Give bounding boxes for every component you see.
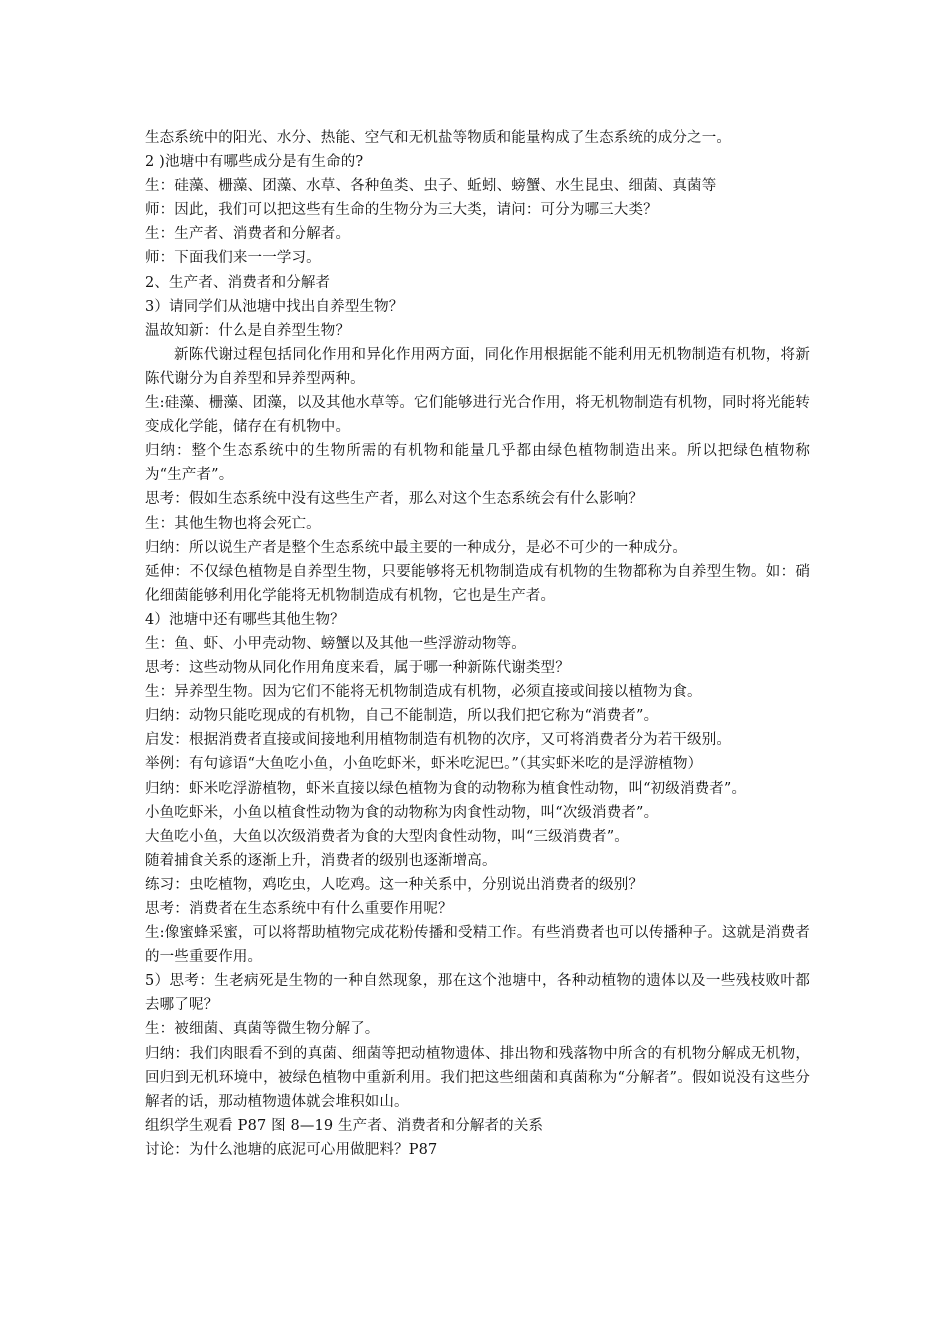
paragraph: 生:硅藻、栅藻、团藻，以及其他水草等。它们能够进行光合作用，将无机物制造有机物，同时将光能转变成化学能，储存在有机物中。: [145, 395, 810, 436]
document-body: [145, 126, 810, 1162]
paragraph: 延伸：不仅绿色植物是自养型生物，只要能够将无机物制造成有机物的生物都称为自养型生物。如：硝化细菌能够利用化学能将无机物制造成有机物，它也是生产者。: [145, 563, 810, 604]
paragraph: 归纳：虾米吃浮游植物，虾米直接以绿色植物为食的动物称为植食性动物，叫“初级消费者”。: [145, 780, 747, 797]
paragraph: 大鱼吃小鱼，大鱼以次级消费者为食的大型肉食性动物，叫“三级消费者”。: [145, 828, 629, 845]
paragraph: 小鱼吃虾米，小鱼以植食性动物为食的动物称为肉食性动物，叫“次级消费者”。: [145, 804, 659, 821]
paragraph: 生：异养型生物。因为它们不能将无机物制造成有机物，必须直接或间接以植物为食。: [145, 684, 702, 701]
paragraph: 生：被细菌、真菌等微生物分解了。: [145, 1021, 380, 1038]
paragraph: 随着捕食关系的逐渐上升，消费者的级别也逐渐增高。: [145, 852, 497, 869]
paragraph: 生：其他生物也将会死亡。: [145, 515, 321, 532]
paragraph: 练习：虫吃植物，鸡吃虫，人吃鸡。这一种关系中，分别说出消费者的级别？: [145, 876, 644, 893]
paragraph: 4）池塘中还有哪些其他生物？: [145, 611, 345, 628]
paragraph: 5）思考：生老病死是生物的一种自然现象，那在这个池塘中，各种动植物的遗体以及一些残枝败叶都去哪了呢？: [145, 973, 810, 1014]
paragraph: 思考：这些动物从同化作用角度来看，属于哪一种新陈代谢类型？: [145, 660, 570, 677]
paragraph: 生:像蜜蜂采蜜，可以将帮助植物完成花粉传播和受精工作。有些消费者也可以传播种子。这就是消费者的一些重要作用。: [145, 925, 810, 966]
paragraph: 温故知新：什么是自养型生物？: [145, 322, 351, 339]
paragraph: 师：下面我们来一一学习。: [145, 250, 321, 267]
paragraph: 归纳：所以说生产者是整个生态系统中最主要的一种成分，是必不可少的一种成分。: [145, 539, 688, 556]
paragraph: 生：硅藻、栅藻、团藻、水草、各种鱼类、虫子、蚯蚓、螃蟹、水生昆虫、细菌、真菌等: [145, 178, 717, 195]
paragraph: 归纳：整个生态系统中的生物所需的有机物和能量几乎都由绿色植物制造出来。所以把绿色植物称为“生产者”。: [145, 443, 810, 484]
paragraph: 组织学生观看 P87 图 8—19 生产者、消费者和分解者的关系: [145, 1117, 544, 1134]
paragraph: 生：鱼、虾、小甲壳动物、螃蟹以及其他一些浮游动物等。: [145, 635, 526, 652]
paragraph: 生：生产者、消费者和分解者。: [145, 226, 351, 243]
paragraph: 3）请同学们从池塘中找出自养型生物？: [145, 298, 404, 315]
paragraph: 生态系统中的阳光、水分、热能、空气和无机盐等物质和能量构成了生态系统的成分之一。: [145, 130, 731, 146]
paragraph: 新陈代谢过程包括同化作用和异化作用两方面，同化作用根据能不能利用无机物制造有机物，将新陈代谢分为自养型和异养型两种。: [145, 346, 810, 387]
paragraph: 归纳：我们肉眼看不到的真菌、细菌等把动植物遗体、排出物和残落物中所含的有机物分解成无机物，回归到无机环境中，被绿色植物中重新利用。我们把这些细菌和真菌称为“分解者”。假如说没有这些分解者的话，那动植物遗体就会堆积如山。: [145, 1045, 810, 1110]
paragraph: 思考：假如生态系统中没有这些生产者，那么对这个生态系统会有什么影响？: [145, 491, 644, 508]
paragraph: 2、生产者、消费者和分解者: [145, 274, 331, 291]
paragraph: 启发：根据消费者直接或间接地利用植物制造有机物的次序，又可将消费者分为若干级别。: [145, 732, 731, 749]
paragraph: 师：因此，我们可以把这些有生命的生物分为三大类，请问：可分为哪三大类？: [145, 202, 658, 219]
paragraph: 讨论：为什么池塘的底泥可心用做肥料？P87: [145, 1141, 438, 1158]
paragraph: 2 )池塘中有哪些成分是有生命的?: [145, 154, 364, 171]
paragraph: 归纳：动物只能吃现成的有机物，自己不能制造，所以我们把它称为“消费者”。: [145, 708, 659, 725]
paragraph: 思考：消费者在生态系统中有什么重要作用呢？: [145, 901, 453, 917]
paragraph: 举例：有句谚语“大鱼吃小鱼，小鱼吃虾米，虾米吃泥巴。”（其实虾米吃的是浮游植物）: [145, 756, 703, 773]
